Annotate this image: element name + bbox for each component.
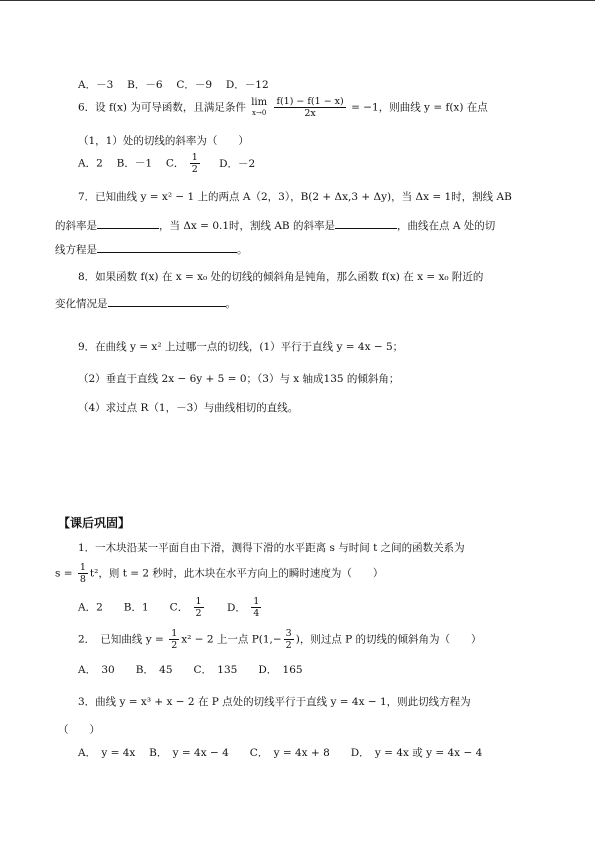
frac-denominator: 4 [253, 608, 260, 619]
p2-text-b: x² − 2 上一点 P(1,− [181, 633, 282, 646]
p1-option-d-frac [251, 596, 261, 619]
frac-denominator: 2 [171, 640, 178, 651]
p1-frac [78, 562, 88, 585]
q7-text-d: 线方程是 [55, 244, 97, 256]
answer-blank[interactable] [335, 218, 397, 229]
p1-option-c-frac [194, 596, 204, 619]
lim-word: lim [251, 96, 268, 108]
p2-text-c: )，则过点 P 的切线的倾斜角为（ ） [295, 633, 482, 646]
frac-denominator: 2 [195, 608, 202, 619]
p2-frac-1 [169, 628, 179, 651]
q7-line2 [55, 218, 495, 233]
frac-numerator: 3 [285, 628, 292, 639]
q6-prefix: 6．设 f(x) 为可导函数，且满足条件 [78, 101, 246, 114]
q7-line1: 7．已知曲线 y = x² − 1 上的两点 A（2，3），B(2 + Δx,3 + Δy)，当 Δx = 1时，割线 AB [78, 191, 512, 203]
top-rule [0, 0, 595, 1]
q9-line1: 9．在曲线 y = x² 上过哪一点的切线，(1）平行于直线 y = 4x − 5； [78, 341, 404, 353]
answer-blank[interactable] [97, 242, 237, 253]
p1-line1: 1．一木块沿某一平面自由下滑，测得下滑的水平距离 s 与时间 t 之间的函数关系为 [78, 542, 465, 554]
p2-text-a: 2． 已知曲线 y = [78, 633, 164, 646]
p1-options [78, 596, 263, 619]
q6-option-c-frac [190, 152, 200, 175]
section-title: 【课后巩固】 [58, 516, 131, 530]
q9-line3: （4）求过点 R（1，－3）与曲线相切的直线。 [78, 402, 299, 414]
q6-options [78, 152, 255, 175]
answer-blank[interactable] [97, 218, 159, 229]
p2-line1 [78, 628, 482, 651]
frac-numerator: 1 [171, 628, 178, 639]
p2-options: A． 30 B． 45 C． 135 D． 165 [78, 664, 303, 676]
q6-option-d: D．－2 [219, 157, 256, 170]
p1-s-eq: s = [55, 567, 73, 580]
frac-denominator: 8 [79, 574, 86, 585]
p1-options-ab: A．2 B．1 C． [78, 601, 189, 614]
q9-line2: （2）垂直于直线 2x − 6y + 5 = 0；（3）与 x 轴成135 的倾斜角； [78, 373, 400, 385]
p3-line2: （ ） [58, 724, 100, 736]
limit-fraction [274, 96, 345, 119]
q8-line1: 8．如果函数 f(x) 在 x = x₀ 处的切线的倾斜角是钝角，那么函数 f(x) 在 x = x₀ 附近的 [78, 271, 484, 283]
frac-denominator: 2x [304, 108, 316, 119]
p2-frac-2 [284, 628, 294, 651]
q7-text-c: ，曲线在点 A 处的切 [397, 220, 496, 232]
q6-suffix: = −1，则曲线 y = f(x) 在点 [351, 101, 488, 114]
q7-text-b: ，当 Δx = 0.1时，割线 AB 的斜率是 [159, 220, 335, 232]
q8-text-b: 。 [225, 298, 236, 310]
q8-text-a: 变化情况是 [55, 298, 108, 310]
q6-line2: （1，1）处的切线的斜率为（ ） [78, 135, 249, 147]
q8-line2 [55, 296, 236, 311]
frac-denominator: 2 [285, 640, 292, 651]
answer-blank[interactable] [108, 296, 226, 307]
q7-text-e: 。 [237, 244, 248, 256]
p1-option-d-label: D． [226, 601, 246, 614]
frac-numerator: 1 [253, 596, 260, 607]
frac-denominator: 2 [191, 164, 198, 175]
q5-options: A．－3 B．－6 C．－9 D．－12 [78, 79, 269, 91]
p3-line1: 3．曲线 y = x³ + x − 2 在 P 点处的切线平行于直线 y = 4x − 1，则此切线方程为 [78, 696, 471, 708]
question-6 [78, 96, 488, 119]
frac-numerator: 1 [191, 152, 198, 163]
frac-numerator: 1 [195, 596, 202, 607]
p1-text: t²，则 t = 2 秒时，此木块在水平方向上的瞬时速度为（ ） [89, 567, 384, 580]
frac-numerator: f(1) − f(1 − x) [276, 96, 344, 107]
p3-options: A． y = 4x B． y = 4x − 4 C． y = 4x + 8 D． y = 4x 或 y = 4x − 4 [78, 747, 483, 759]
p1-line2 [55, 562, 383, 585]
frac-numerator: 1 [79, 562, 86, 573]
q7-line3 [55, 242, 248, 257]
limit-notation [251, 98, 267, 118]
q7-text-a: 的斜率是 [55, 220, 97, 232]
lim-sub: x→0 [252, 108, 267, 117]
q6-options-ab: A．2 B．－1 C． [78, 157, 185, 170]
